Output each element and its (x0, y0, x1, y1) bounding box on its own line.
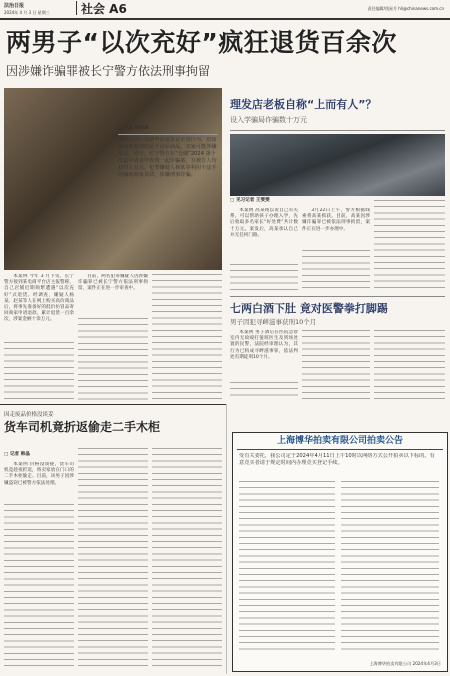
right-body-paragraph: 本案例 男子酒后在医院急诊室内无故殴打值班医生及到场处置的民警，法院经审理认为，其行为已构成寻衅滋事罪，依法判处有期徒刑10个月。 (230, 330, 298, 360)
feature-reporter: □ 见习记者 王雯雯 (230, 198, 270, 203)
bottom-reporter: □ 记者 韩晶 (4, 452, 30, 457)
feature-body-col1 (230, 208, 298, 262)
feature-photo (230, 134, 445, 196)
bottom-body-paragraph: 本案例 价格没谈拢，货车司机竟趁夜折返，将卖家放在门口的二手木柜偷走。目前，该男子因涉嫌盗窃已被警方依法处理。 (4, 462, 74, 486)
section-label: 社会 A6 (81, 2, 127, 16)
feature-subhead: 设入学骗局诈骗数十万元 (230, 116, 307, 124)
editor-line: 责任编辑/钱星月 hli@chinanews.com.cn (367, 6, 444, 11)
notice-footer: 上海博华拍卖有限公司 2024年4月3日 (369, 660, 441, 666)
feature-body-col2 (302, 208, 370, 248)
date-line: 2024年 4 月 3 日 星期三 (4, 10, 50, 15)
feature-body-paragraph: 3月22日上午，警方根据线索将高某抓获。目前，高某因涉嫌诈骗罪已被依法刑事拘留，案件正在进一步办理中。 (302, 208, 370, 232)
lead-body-col1 (4, 274, 74, 340)
right-headline: 七两白酒下肚 竟对医警拳打脚踢 (230, 302, 388, 315)
right-subhead: 男子因犯寻衅滋事获刑10个月 (230, 318, 317, 326)
feature-headline: 理发店老板自称“上而有人”？ (230, 98, 377, 111)
right-body-col1 (230, 330, 298, 380)
auction-notice (232, 432, 448, 672)
bottom-body-col1 (4, 462, 74, 502)
paper-name: 法治日报 (4, 3, 25, 9)
lead-body-col2 (78, 274, 148, 314)
feature-body-paragraph: 本案例 高某现以说自己有关系，可以帮助孩子办理入学，先后收取多名家长“好处费”共计数十万元。案发后，高某承认自己并无任何门路。 (230, 208, 298, 238)
bottom-kicker: 因走废品价格没谈妥 (4, 412, 54, 418)
bottom-headline: 货车司机竟折返偷走二手木柜 (4, 420, 161, 434)
notice-body: 受有关委托，我公司定于2024年4月11日上午10时以网络方式公开拍卖以下标的。有意竞买者请于规定时间内办理竞买登记手续。 (239, 453, 435, 466)
lead-subhead: 因涉嫌诈骗罪被长宁警方依法刑事拘留 (6, 64, 211, 78)
lead-body-paragraph: 目前，两名犯罪嫌疑人因涉嫌诈骗罪已被长宁警方依法刑事拘留，案件正在进一步审查中。 (78, 274, 148, 292)
notice-title: 上海博华拍卖有限公司拍卖公告 (276, 436, 403, 446)
lead-quote: 网购退货后重新申请退货是正常行为，但如果商家收到的是不是原商品，买家可能涉嫌违法。近日，长宁警方在“仓储”2024 第十次集中清查中发现一起诈骗案，且被告人均获得上万元，犯罪嫌疑人杨某等利用不法手段骗取商家货款，涉嫌刑事诈骗。 (118, 137, 217, 178)
lead-headline: 两男子“以次充好”疯狂退货百余次 (6, 28, 397, 57)
lead-reporter: □ 记者 陈晓琳 (118, 126, 149, 131)
lead-body-paragraph: 本案例 今年 3 月下旬，长宁警方接到某电商平台店主报警称，自己店铺近期频繁遭遇“以次充好”式退货。经调查，嫌疑人杨某、赵某等人在网上购买高价商品后，将事先准备好的低价仿冒品寄回商家申请退款，累计退货一百余次，涉案金额十余万元。 (4, 274, 74, 323)
